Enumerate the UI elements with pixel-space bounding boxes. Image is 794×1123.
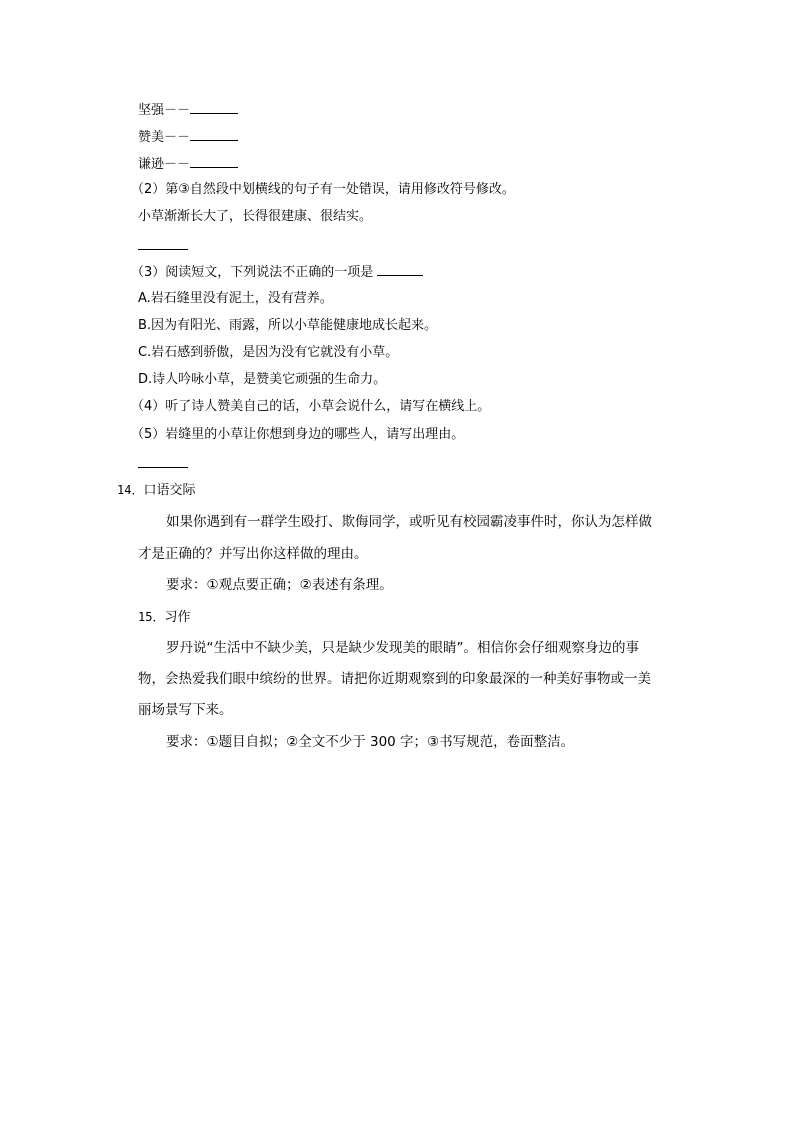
word-pair-word: 谦逊: [138, 157, 165, 172]
word-pair-2: [138, 127, 238, 147]
answer-blank[interactable]: [190, 100, 238, 114]
q14-para-line2: 才是正确的？并写出你这样做的理由。: [138, 546, 368, 562]
q15-para-line3: 丽场景写下来。: [138, 702, 233, 718]
q14-number: 14．: [117, 483, 144, 497]
word-pair-word: 坚强: [138, 103, 165, 118]
option-a: A.岩石缝里没有泥土，没有营养。: [138, 291, 333, 306]
answer-blank[interactable]: [377, 262, 423, 276]
q14-title: 口语交际: [143, 483, 196, 498]
q14-heading: [117, 481, 195, 500]
answer-blank[interactable]: [190, 127, 238, 141]
q13-part2-sentence: 小草渐渐长大了，长得很建康、很结实。: [138, 209, 373, 224]
option-b: B.因为有阳光、雨露，所以小草能健康地成长起来。: [138, 318, 438, 333]
q15-heading: [138, 608, 190, 627]
word-pair-sep: －－: [164, 130, 191, 145]
q13-part2-answer-line: [138, 236, 188, 256]
word-pair-1: [138, 100, 238, 120]
q15-para-line2: 物，会热爱我们眼中缤纷的世界。请把你近期观察到的印象最深的一种美好事物或一美: [138, 671, 651, 687]
q13-part3-prompt: （3）阅读短文，下列说法不正确的一项是: [131, 265, 374, 280]
word-pair-sep: －－: [164, 103, 191, 118]
word-pair-word: 赞美: [138, 130, 165, 145]
q14-para-line1: 如果你遇到有一群学生殴打、欺侮同学，或听见有校园霸凌事件时，你认为怎样做: [166, 514, 652, 530]
q14-requirement: 要求：①观点要正确；②表述有条理。: [166, 577, 393, 593]
q13-part3-prompt-row: [131, 262, 423, 282]
word-pair-3: [138, 154, 238, 174]
option-c: C.岩石感到骄傲，是因为没有它就没有小草。: [138, 345, 399, 360]
q13-part5-answer-line: [138, 454, 188, 474]
q13-part2-prompt: （2）第③自然段中划横线的句子有一处错误，请用修改符号修改。: [131, 182, 515, 197]
q15-para-line1: 罗丹说“生活中不缺少美，只是缺少发现美的眼睛”。相信你会仔细观察身边的事: [166, 640, 639, 656]
q13-part5-prompt: （5）岩缝里的小草让你想到身边的哪些人，请写出理由。: [131, 427, 465, 442]
q15-title: 习作: [164, 610, 191, 625]
answer-blank[interactable]: [138, 454, 188, 468]
q15-number: 15．: [138, 610, 165, 624]
answer-blank[interactable]: [138, 236, 188, 250]
q13-part4-prompt: （4）听了诗人赞美自己的话，小草会说什么，请写在横线上。: [131, 399, 491, 414]
option-d: D.诗人吟咏小草，是赞美它顽强的生命力。: [138, 372, 387, 387]
q15-requirement: 要求：①题目自拟；②全文不少于 300 字；③书写规范，卷面整洁。: [166, 734, 575, 750]
answer-blank[interactable]: [190, 154, 238, 168]
word-pair-sep: －－: [164, 157, 191, 172]
